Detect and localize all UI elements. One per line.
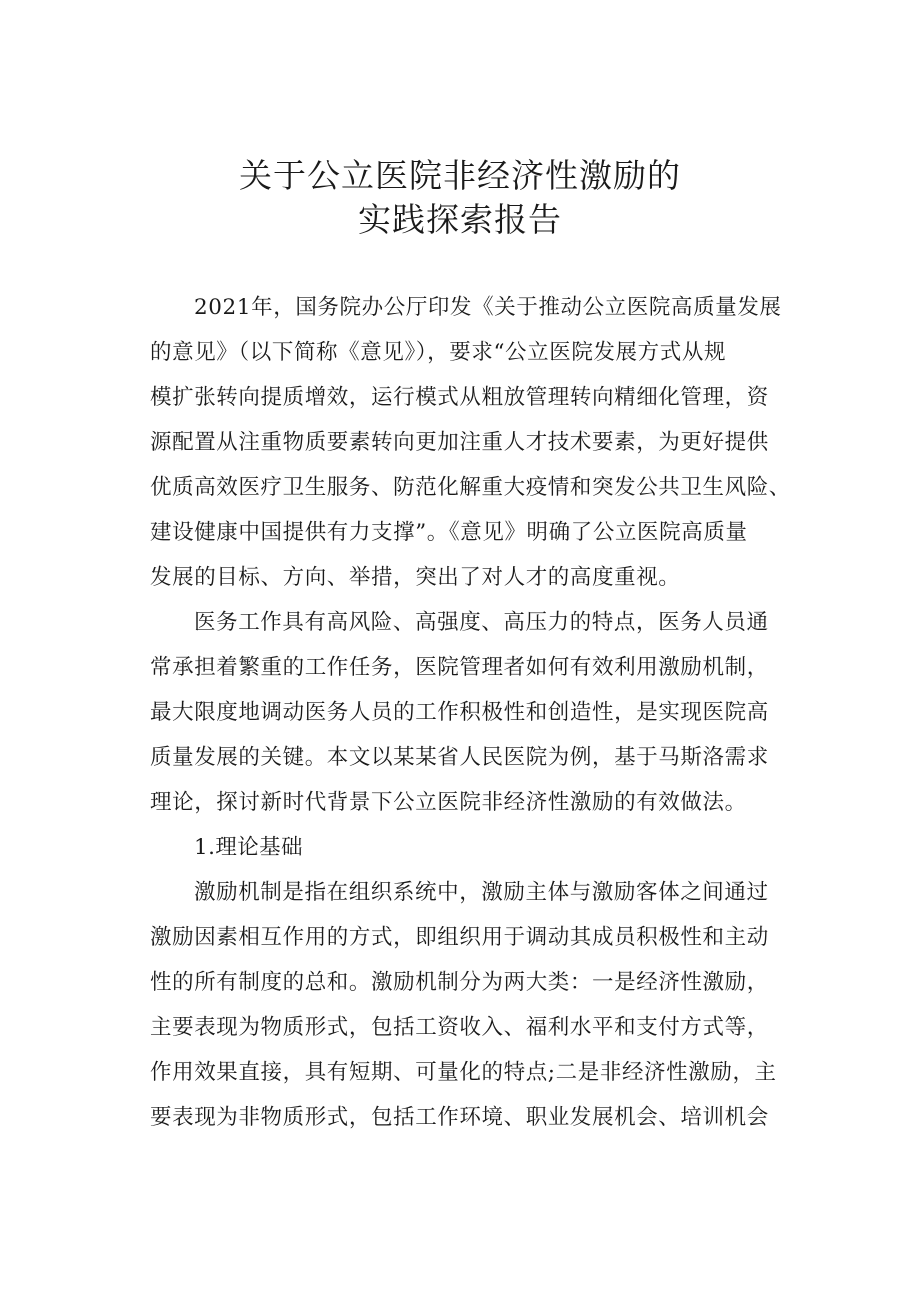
paragraph-2-line-5: 理论，探讨新时代背景下公立医院非经济性激励的有效做法。: [150, 790, 747, 815]
document-body: [150, 285, 820, 1140]
paragraph-1-line-4: 源配置从注重物质要素转向更加注重人才技术要素，为更好提供: [150, 430, 769, 455]
paragraph-1-line-6: 建设健康中国提供有力支撑”。《意见》明确了公立医院高质量: [150, 520, 748, 545]
section-heading: 1.理论基础: [194, 835, 303, 860]
paragraph-3-line-2: 激励因素相互作用的方式，即组织用于调动其成员积极性和主动: [150, 925, 769, 950]
paragraph-1-line-2: 的意见》（以下简称《意见》），要求“公立医院发展方式从规: [150, 340, 727, 365]
document-title-line-1: 关于公立医院非经济性激励的: [239, 156, 681, 195]
paragraph-2-line-1: 医务工作具有高风险、高强度、高压力的特点，医务人员通: [194, 610, 769, 635]
paragraph-1-line-1: 2021年，国务院办公厅印发《关于推动公立医院高质量发展: [194, 295, 782, 320]
paragraph-2-line-2: 常承担着繁重的工作任务，医院管理者如何有效利用激励机制，: [150, 655, 769, 680]
paragraph-1-line-3: 模扩张转向提质增效，运行模式从粗放管理转向精细化管理，资: [150, 385, 769, 410]
paragraph-3-line-6: 要表现为非物质形式，包括工作环境、职业发展机会、培训机会: [150, 1105, 769, 1130]
paragraph-1-line-7: 发展的目标、方向、举措，突出了对人才的高度重视。: [150, 565, 681, 590]
paragraph-3-line-3: 性的所有制度的总和。激励机制分为两大类：一是经济性激励，: [150, 970, 769, 995]
paragraph-3-line-4: 主要表现为物质形式，包括工资收入、福利水平和支付方式等，: [150, 1015, 769, 1040]
paragraph-3-line-5: 作用效果直接，具有短期、可量化的特点;二是非经济性激励，主: [150, 1060, 777, 1085]
paragraph-2-line-3: 最大限度地调动医务人员的工作积极性和创造性，是实现医院高: [150, 700, 769, 725]
paragraph-3-line-1: 激励机制是指在组织系统中，激励主体与激励客体之间通过: [194, 880, 769, 905]
document-title-line-2: 实践探索报告: [358, 200, 562, 239]
paragraph-2-line-4: 质量发展的关键。本文以某某省人民医院为例，基于马斯洛需求: [150, 745, 769, 770]
paragraph-1-line-5: 优质高效医疗卫生服务、防范化解重大疫情和突发公共卫生风险、: [150, 475, 791, 500]
